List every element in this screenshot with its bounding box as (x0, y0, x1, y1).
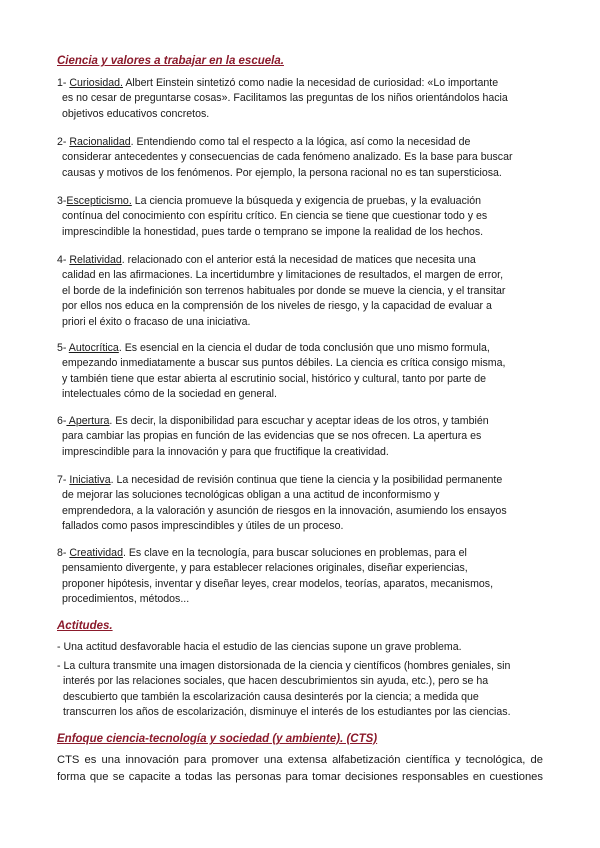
value-item-curiosidad (57, 76, 557, 122)
item-keyword: Racionalidad (69, 136, 131, 148)
value-item-escepticismo (57, 194, 557, 240)
item-text: fallados como pasos imprescindibles y útiles de un proceso. (62, 520, 344, 533)
value-item-autocritica (57, 341, 557, 403)
value-item-iniciativa (57, 473, 557, 535)
item-text: interés por las relaciones sociales, que hacen descubrimientos sin ayuda, etc.), pero se ha (63, 675, 489, 688)
cts-paragraph (57, 752, 543, 785)
item-text: calidad en las afirmaciones. La incertidumbre y limitaciones de resultados, el margen de error, (62, 269, 504, 282)
item-text: proponer hipótesis, inventar y diseñar leyes, crear modelos, teorías, aparatos, mecanismos, (62, 577, 494, 590)
value-item-creatividad (57, 546, 557, 608)
item-text: para cambiar las propias en función de las evidencias que se nos ofrecen. La apertura es (62, 430, 482, 443)
item-keyword: Iniciativa (69, 474, 111, 486)
item-keyword: Curiosidad. (69, 77, 123, 89)
item-text: imprescindible para la innovación y para que fructifique la creatividad. (62, 445, 389, 458)
item-text: . Es esencial en la ciencia el dudar de toda conclusión que uno mismo formula, (118, 342, 490, 354)
item-text: . Entendiendo como tal el respecto a la lógica, así como la necesidad de (130, 136, 471, 148)
item-text: contínua del conocimiento con espíritu crítico. En ciencia se tiene que cuestionar todo y es (62, 210, 488, 223)
item-number: 5- (57, 342, 69, 354)
item-text: objetivos educativos concretos. (62, 107, 210, 120)
item-text: intelectuales cómo de la sociedad en general. (62, 388, 277, 401)
value-item-apertura (57, 414, 557, 460)
item-text: pensamiento divergente, y para establecer relaciones originales, diseñar experiencias, (62, 562, 468, 575)
item-keyword: Escepticismo. (66, 195, 132, 207)
item-keyword: Creatividad (69, 547, 123, 559)
item-text: - Una actitud desfavorable hacia el estudio de las ciencias supone un grave problema. (57, 641, 462, 653)
item-number: 1- (57, 77, 70, 89)
item-text: priori el éxito o fracaso de una iniciativa. (62, 315, 251, 328)
value-item-relatividad (57, 253, 557, 330)
item-text: de mejorar las soluciones tecnológicas obligan a una actitud de inconformismo y (62, 489, 440, 502)
item-text: es no cesar de preguntarse cosas». Facilitamos las preguntas de los niños orientándolos hacia (62, 92, 508, 105)
item-text: por ellos nos educa en la comprensión de los niveles de riesgo, y la capacidad de evaluar a (62, 300, 492, 313)
item-number: 3- (57, 195, 67, 207)
paragraph-line: CTS es una innovación para promover una extensa alfabetización científica y tecnológica, de (57, 754, 543, 766)
item-text: - La cultura transmite una imagen distorsionada de la ciencia y científicos (hombres geniales, sin (57, 660, 511, 672)
item-text: . relacionado con el anterior está la necesidad de matices que necesita una (121, 254, 476, 266)
item-text: Albert Einstein sintetizó como nadie la necesidad de curiosidad: «Lo importante (122, 77, 499, 89)
item-text: transcurren los años de escolarización, disminuye el interés de los estudiantes por las ciencias. (63, 706, 511, 719)
item-number: 2- (57, 136, 70, 148)
item-text: descubierto que también la escolarización causa desinterés por la ciencia; a medida que (63, 690, 479, 703)
item-text: emprendedora, a la valoración y asunción de riesgos en la innovación, asumiendo los ensayos (62, 504, 507, 517)
item-text: empezando inmediatamente a buscar sus puntos débiles. La ciencia es crítica consigo misma, (62, 357, 506, 370)
item-text: procedimientos, métodos... (62, 593, 190, 606)
item-text: considerar antecedentes y consecuencias de cada fenómeno analizado. Es la base para buscar (62, 151, 513, 164)
section-heading-values: Ciencia y valores a trabajar en la escuela. (57, 55, 284, 67)
item-text: La ciencia promueve la búsqueda y exigencia de pruebas, y la evaluación (131, 195, 482, 207)
section-heading-cts: Enfoque ciencia-tecnología y sociedad (y ambiente). (CTS) (57, 733, 378, 745)
item-text: . La necesidad de revisión continua que tiene la ciencia y la posibilidad permanente (110, 474, 503, 486)
item-keyword: Apertura (66, 415, 110, 427)
item-number: 7- (57, 474, 70, 486)
item-text: imprescindible la honestidad, pues tarde o temprano se impone la realidad de los hechos. (62, 225, 484, 238)
item-number: 8- (57, 547, 70, 559)
item-text: . Es decir, la disponibilidad para escuchar y aceptar ideas de los otros, y también (109, 415, 489, 427)
value-item-racionalidad (57, 135, 557, 181)
item-number: 4- (57, 254, 70, 266)
item-keyword: Relatividad (69, 254, 122, 266)
attitude-item (57, 659, 557, 721)
item-text: el borde de la indefinición son terrenos habituales por donde se mueve la ciencia, y el transitar (62, 284, 506, 297)
attitude-item (57, 640, 557, 655)
item-keyword: Autocrítica (68, 342, 119, 354)
paragraph-line: forma que se capacite a todas las personas para tomar decisiones responsables en cuestiones (57, 770, 543, 783)
item-text: causas y motivos de los fenómenos. Por ejemplo, la persona racional no es tan supersticiosa. (62, 166, 502, 179)
item-text: . Es clave en la tecnología, para buscar soluciones en problemas, para el (122, 547, 467, 559)
item-number: 6- (57, 415, 67, 427)
section-heading-attitudes: Actitudes. (57, 620, 113, 632)
item-text: y también tiene que estar abierta al escrutinio social, histórico y cultural, tanto por parte de (62, 372, 486, 385)
